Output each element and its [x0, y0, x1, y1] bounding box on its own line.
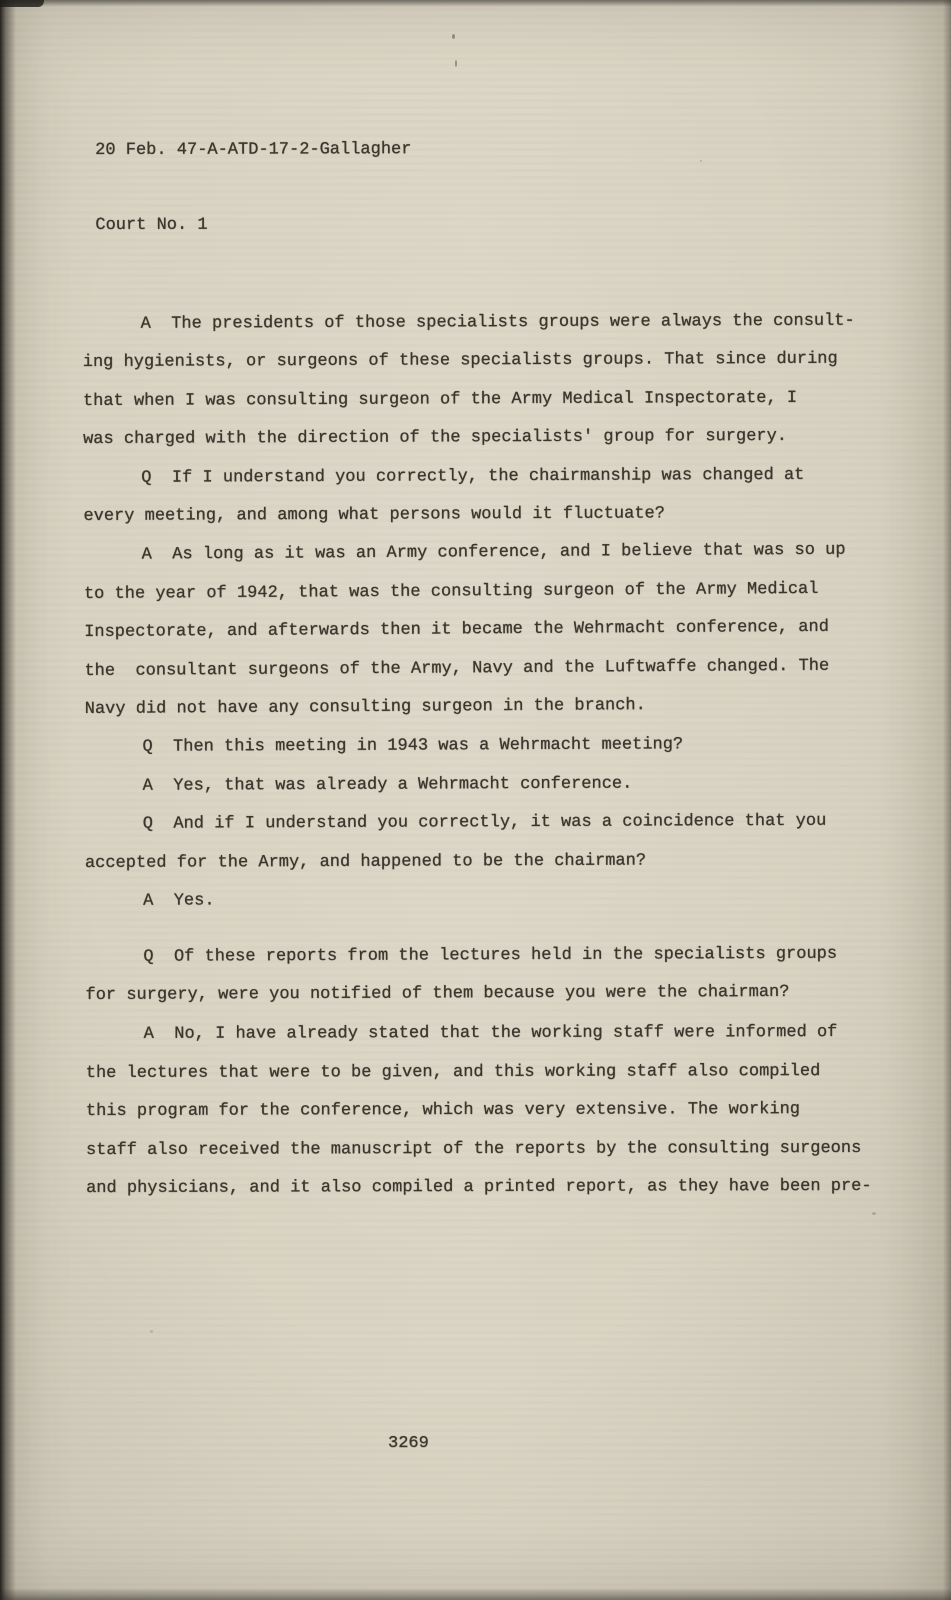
transcript-line: this program for the conference, which was very extensive. The working: [85, 1099, 800, 1121]
scan-corner-artifact: [0, 0, 44, 7]
paper-speck: [455, 60, 457, 67]
transcript-line: and physicians, and it also compiled a printed report, as they have been pre-: [86, 1176, 872, 1198]
paper-speck: [150, 1330, 153, 1333]
transcript-paragraph: [83, 302, 896, 460]
scan-edge-left: [0, 0, 16, 1600]
paper-speck: [872, 1212, 876, 1215]
transcript-line: Inspectorate, and afterwards then it became the Wehrmacht conference, and: [84, 617, 829, 642]
paper-speck: [700, 160, 702, 162]
transcript-paragraph: [85, 935, 897, 1016]
transcript-line: ing hygienists, or surgeons of these specialists groups. That since during: [82, 349, 838, 372]
transcript-line: Q If I understand you correctly, the chairmanship was changed at: [141, 465, 805, 488]
transcript-line: that when I was consulting surgeon of the Army Medical Inspectorate, I: [82, 388, 798, 411]
scan-edge-top: [0, 0, 951, 7]
transcript-line: A As long as it was an Army conference, and I believe that was so up: [141, 540, 846, 565]
transcript-paragraph: [84, 531, 897, 729]
scan-edge-bottom: [0, 1588, 951, 1600]
transcript-line: to the year of 1942, that was the consulting surgeon of the Army Medical: [83, 578, 819, 603]
transcript-body: [82, 186, 898, 1208]
paper-speck: [452, 34, 455, 39]
transcript-line: the consultant surgeons of the Army, Navy and the Luftwaffe changed. The: [84, 655, 830, 680]
transcript-line: for surgery, were you notified of them because you were the chairman?: [85, 982, 790, 1005]
transcript-paragraph: [86, 1013, 899, 1208]
transcript-paragraph: [85, 802, 897, 883]
transcript-line: the lectures that were to be given, and this working staff also compiled: [85, 1061, 821, 1082]
transcript-paragraph: [85, 764, 897, 806]
header-docket-line: 20 Feb. 47-A-ATD-17-2-Gallagher: [95, 140, 412, 160]
transcript-paragraph: [85, 879, 897, 921]
transcript-line: staff also received the manuscript of the reports by the consulting surgeons: [85, 1137, 862, 1159]
header-court-number: Court No. 1: [95, 215, 208, 235]
transcript-line: every meeting, and among what persons would it fluctuate?: [83, 504, 665, 526]
transcript-paragraph: [84, 725, 896, 767]
transcript-line: Navy did not have any consulting surgeon in the branch.: [84, 695, 646, 719]
page-number: 3269: [388, 1434, 429, 1453]
transcript-line: A No, I have already stated that the working staff were informed of: [143, 1022, 838, 1044]
scan-edge-right: [943, 0, 951, 1600]
transcript-paragraph: [83, 456, 895, 537]
transcript-line: A Yes, that was already a Wehrmacht conference.: [142, 774, 633, 796]
transcript-line: Q And if I understand you correctly, it was a coincidence that you: [142, 811, 827, 834]
transcript-line: was charged with the direction of the specialists' group for surgery.: [83, 426, 788, 449]
transcript-line: accepted for the Army, and happened to be the chairman?: [84, 851, 647, 873]
transcript-line: A The presidents of those specialists groups were always the consult-: [140, 311, 855, 334]
transcript-line: Q Then this meeting in 1943 was a Wehrmacht meeting?: [142, 735, 684, 757]
transcript-line: A Yes.: [143, 891, 215, 911]
transcript-line: Q Of these reports from the lectures held in the specialists groups: [143, 944, 838, 967]
